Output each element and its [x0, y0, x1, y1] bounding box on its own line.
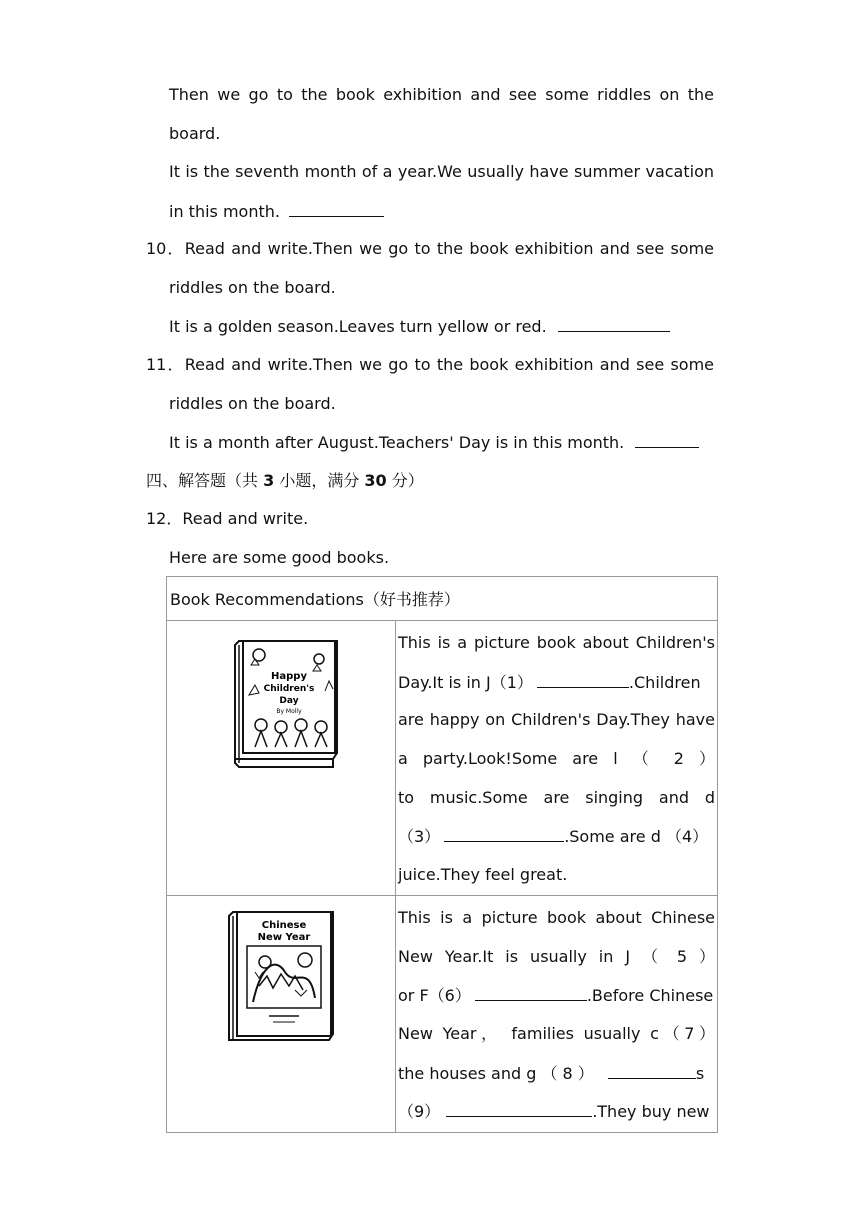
- riddle-intro-line: Then we go to the book exhibition and see some riddles on the: [169, 85, 714, 104]
- book-image-cell: [167, 896, 396, 1133]
- passage-text: .Before Chinese: [586, 986, 714, 1005]
- passage-line: juice.They feel great.: [398, 865, 568, 884]
- book-title-line: New Year: [257, 932, 311, 943]
- table-header: [167, 577, 718, 621]
- question-10-prompt: 10．Read and write.Then we go to the book exhibition and see some: [146, 239, 714, 258]
- answer-blank[interactable]: [635, 432, 699, 448]
- section-heading-text: 分）: [386, 471, 424, 490]
- passage-text: or F（6）: [398, 986, 471, 1005]
- answer-blank[interactable]: [289, 201, 384, 217]
- passage-line: This is a picture book about Children's: [398, 633, 715, 652]
- book-title-line: Happy: [271, 671, 307, 682]
- section-heading-text: 四、解答题（共: [146, 471, 264, 490]
- book-title-line: Day: [279, 696, 299, 706]
- section-heading: [146, 471, 424, 491]
- riddle-text: It is a golden season.Leaves turn yellow or red.: [169, 317, 547, 336]
- passage-text: the houses and g （ 8 ）: [398, 1064, 594, 1083]
- riddle-text: in this month.: [169, 202, 280, 221]
- question-11-riddle: [169, 432, 699, 453]
- score-total: 30: [364, 471, 387, 490]
- book-title-line: Children's: [263, 684, 315, 694]
- passage-line: [398, 826, 708, 847]
- passage-text: Day.It is in J（1）: [398, 673, 533, 692]
- book-title-line: Chinese: [261, 920, 307, 931]
- chinese-new-year-book-image: [225, 906, 337, 1046]
- passage-line: [398, 985, 713, 1006]
- passage-text: .Children: [628, 673, 701, 692]
- answer-blank-3[interactable]: [444, 826, 564, 842]
- book-image-cell: [167, 621, 396, 896]
- question-12-prompt: 12．Read and write.: [146, 509, 309, 528]
- passage-line: are happy on Children's Day.They have: [398, 710, 715, 729]
- book-1-description: [396, 621, 718, 896]
- passage-line: [398, 1063, 704, 1084]
- childrens-day-book-image: [229, 635, 339, 770]
- passage-text: .They buy new: [592, 1102, 710, 1121]
- answer-blank-6[interactable]: [475, 985, 587, 1001]
- passage-line: New Year.It is usually in J （ 5 ）: [398, 947, 715, 966]
- passage-text: s: [695, 1064, 705, 1083]
- passage-line: New Year， families usually c（7）: [398, 1024, 715, 1043]
- section-heading-text: 小题，满分: [274, 471, 365, 490]
- passage-text: .Some are d （4）: [564, 827, 709, 846]
- riddle-text: It is the seventh month of a year.We usually have summer vacation: [169, 162, 714, 181]
- passage-line: This is a picture book about Chinese: [398, 908, 715, 927]
- riddle-intro-line: board.: [169, 124, 221, 143]
- book-recommendations-table: [166, 576, 718, 1133]
- question-12-intro: Here are some good books.: [169, 548, 390, 567]
- question-10-riddle: [169, 316, 670, 337]
- answer-blank-9[interactable]: [446, 1101, 592, 1117]
- question-11-prompt: 11．Read and write.Then we go to the book exhibition and see some: [146, 355, 714, 374]
- book-author: By Molly: [276, 708, 302, 715]
- question-count: 3: [263, 471, 275, 490]
- passage-line: [398, 1101, 710, 1122]
- answer-blank-1[interactable]: [537, 672, 629, 688]
- passage-line: [398, 672, 701, 693]
- passage-text: （3）: [398, 827, 441, 846]
- answer-blank[interactable]: [558, 316, 670, 332]
- question-10-prompt-cont: riddles on the board.: [169, 278, 336, 297]
- passage-line: to music.Some are singing and d: [398, 788, 715, 807]
- passage-text: （9）: [398, 1102, 441, 1121]
- riddle-text: It is a month after August.Teachers' Day is in this month.: [169, 433, 625, 452]
- table-header-title: Book Recommendations: [170, 590, 364, 609]
- passage-line: a party.Look!Some are l （ 2 ）: [398, 749, 715, 768]
- riddle-text-end: [169, 201, 384, 222]
- table-header-subtitle: （好书推荐）: [363, 590, 460, 609]
- answer-blank-8[interactable]: [608, 1063, 696, 1079]
- book-2-description: [396, 896, 718, 1133]
- question-11-prompt-cont: riddles on the board.: [169, 394, 336, 413]
